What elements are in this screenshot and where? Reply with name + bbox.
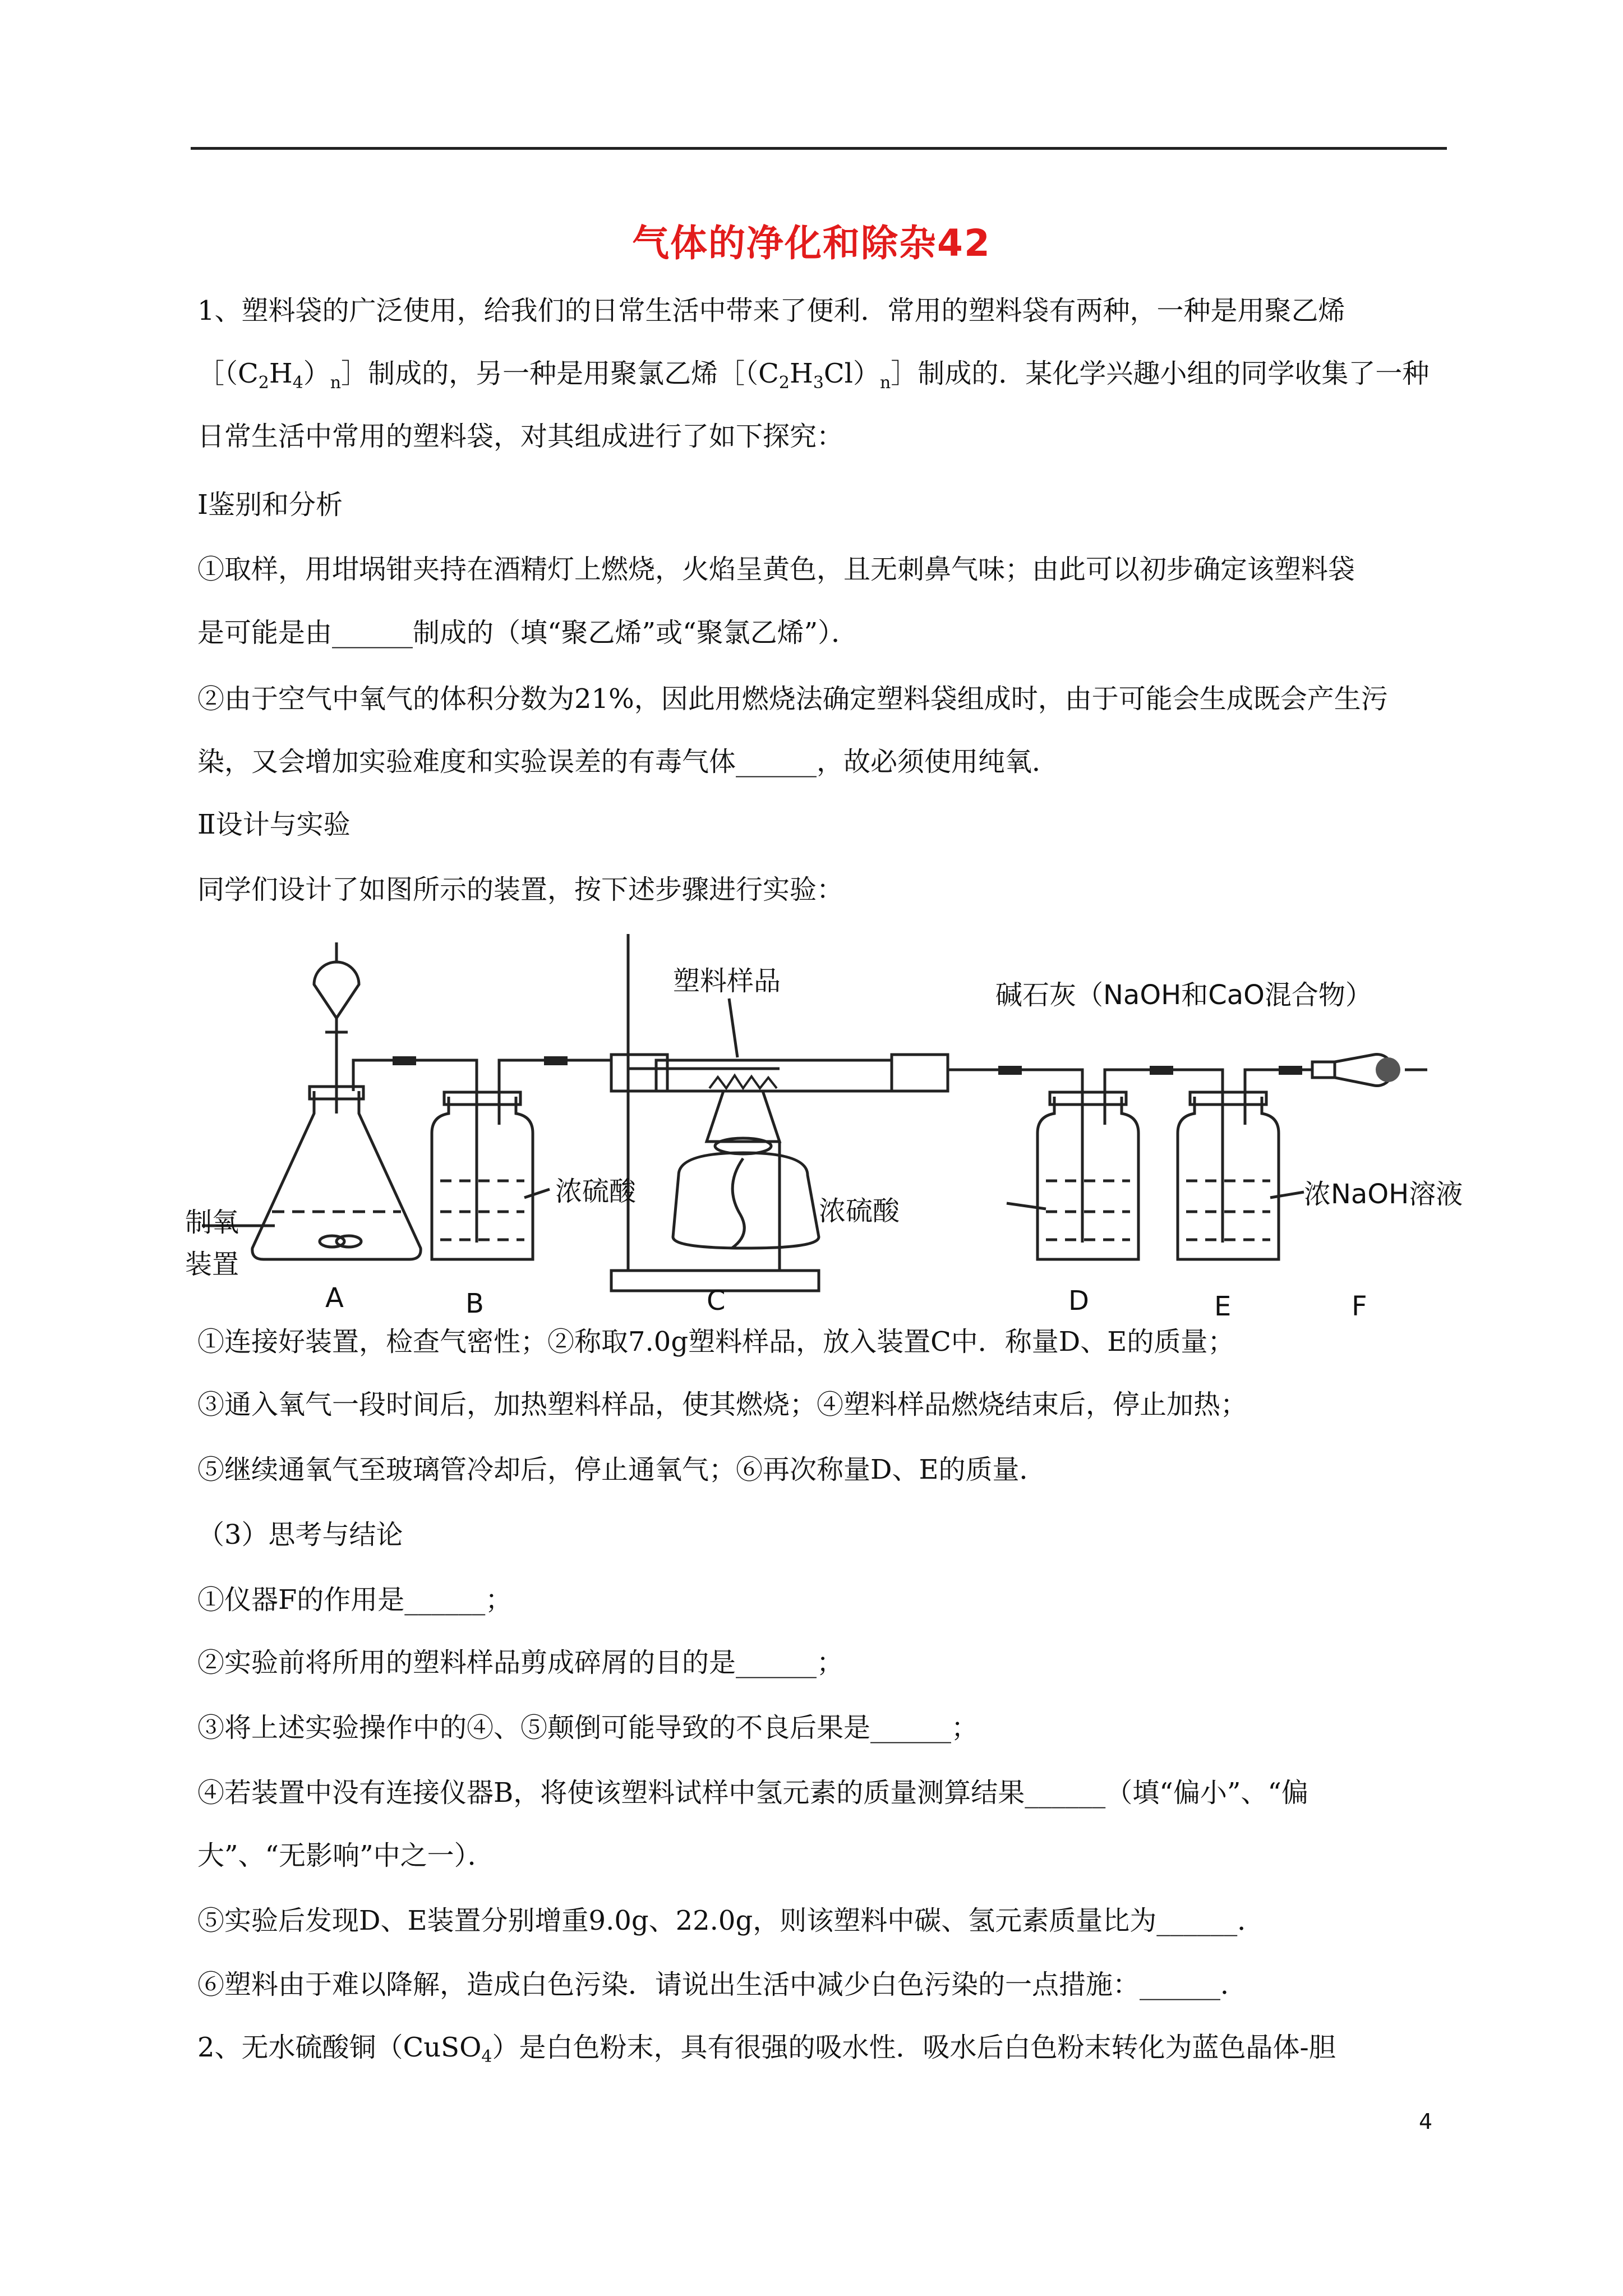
label-a: A (325, 1282, 344, 1314)
q1-part1-line-a: ①取样，用坩埚钳夹持在酒精灯上燃烧，火焰呈黄色，且无刺鼻气味；由此可以初步确定该塑料袋 (197, 554, 1355, 585)
label-oxygen-device-2: 装置 (185, 1249, 239, 1280)
conclusion-6: ⑥塑料由于难以降解，造成白色污染．请说出生活中减少白色污染的一点措施：______． (197, 1969, 1248, 2000)
step-line-3: ⑤继续通氧气至玻璃管冷却后，停止通氧气；⑥再次称量D、E的质量． (197, 1454, 1046, 1485)
q1-part1-line-b: 是可能是由______制成的（填“聚乙烯”或“聚氯乙烯”）． (197, 617, 859, 648)
label-b: B (465, 1288, 484, 1319)
apparatus-figure (185, 923, 1463, 1332)
figure-intro: 同学们设计了如图所示的装置，按下述步骤进行实验： (197, 874, 844, 905)
section-2-heading: Ⅱ设计与实验 (197, 809, 351, 840)
label-c: C (707, 1285, 726, 1317)
conclusion-2: ②实验前将所用的塑料样品剪成碎屑的目的是______； (197, 1647, 844, 1678)
question-2-line: 2、无水硫酸铜（CuSO$_4$）是白色粉末，具有很强的吸水性．吸水后白色粉末转化为蓝色晶体-胆 (197, 2032, 1336, 2067)
label-conc-sulfuric-acid-b: 浓硫酸 (555, 1176, 637, 1207)
q1-part2-line-b: 染，又会增加实验难度和实验误差的有毒气体______，故必须使用纯氧． (197, 746, 1059, 777)
q1-part2-line-a: ②由于空气中氧气的体积分数为21%，因此用燃烧法确定塑料袋组成时，由于可能会生成既会产生污 (197, 683, 1388, 715)
label-d: D (1068, 1285, 1089, 1317)
step-line-1: ①连接好装置，检查气密性；②称取7.0g塑料样品，放入装置C中．称量D、E的质量； (197, 1326, 1235, 1358)
label-soda-lime: 碱石灰（NaOH和CaO混合物） (995, 979, 1372, 1011)
flask-a (252, 1091, 421, 1259)
label-f: F (1352, 1291, 1367, 1322)
page-number: 4 (1419, 2109, 1433, 2134)
conclusion-4-line-b: 大”、“无影响”中之一）． (197, 1840, 495, 1871)
conclusion-3: ③将上述实验操作中的④、⑤颠倒可能导致的不良后果是______； (197, 1712, 979, 1743)
plastic-sample-shreds (709, 1075, 777, 1088)
q1-line-2: $[(C_2H_4)_n]$制成的，另一种是用聚氯乙烯$[(C_2H_3Cl)_n]$制成的．某化学兴趣小组的同学收集了一种 (197, 358, 1430, 393)
header-rule (191, 147, 1447, 150)
separatory-funnel (314, 962, 359, 1018)
q1-line-1: 1、塑料袋的广泛使用，给我们的日常生活中带来了便利．常用的塑料袋有两种，一种是用聚乙烯 (197, 295, 1345, 326)
label-e: E (1214, 1291, 1232, 1322)
section-1-heading: Ⅰ鉴别和分析 (197, 489, 343, 521)
label-oxygen-device-1: 制氧 (185, 1207, 239, 1238)
conclusion-5: ⑤实验后发现D、E装置分别增重9.0g、22.0g，则该塑料中碳、氢元素质量比为______． (197, 1905, 1265, 1936)
label-plastic-sample: 塑料样品 (673, 965, 781, 997)
conclusion-4-line-a: ④若装置中没有连接仪器B，将使该塑料试样中氢元素的质量测算结果______（填“偏小”、“偏 (197, 1777, 1308, 1809)
label-conc-sulfuric-acid-d: 浓硫酸 (819, 1195, 900, 1227)
label-conc-naoh: 浓NaOH溶液 (1304, 1179, 1463, 1210)
page-title: 气体的净化和除杂42 (632, 222, 991, 265)
conclusion-1: ①仪器F的作用是______； (197, 1584, 513, 1616)
step-line-2: ③通入氧气一段时间后，加热塑料样品，使其燃烧；④塑料样品燃烧结束后，停止加热； (197, 1389, 1248, 1420)
q1-line-3: 日常生活中常用的塑料袋，对其组成进行了如下探究： (197, 421, 844, 452)
section-3-heading: （3）思考与结论 (197, 1519, 403, 1550)
